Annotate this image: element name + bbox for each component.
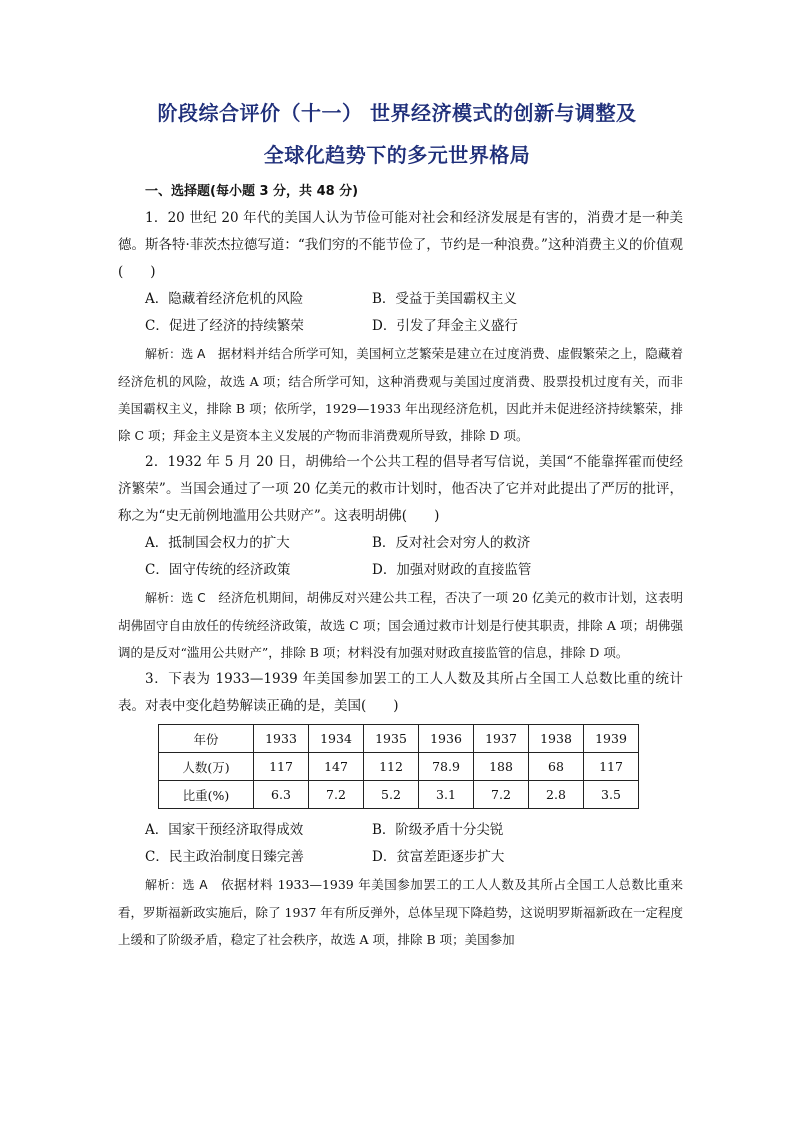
table-cell: 117 [254,753,309,781]
question-3-option-d: D．贫富差距逐步扩大 [372,849,505,865]
table-header-cell: 1938 [529,725,584,753]
question-3-stem: 3．下表为 1933—1939 年美国参加罢工的工人人数及其所占全国工人总数比重的统计表。对表中变化趋势解读正确的是，美国( ) [118,671,683,714]
question-2-explanation-text: 经济危机期间，胡佛反对兴建公共工程，否决了一项 20 亿美元的救市计划，这表明胡佛固守自由放任的传统经济政策，故选 C 项；国会通过救市计划是行使其职责，排除 A 项；胡佛强调的是反对“滥用公共财产”，排除 B 项；材料没有加强对财政直接监管的信息，排除 D 项。 [118,590,683,660]
question-3-option-a: A．国家干预经济取得成效 [145,822,304,838]
question-1-option-b: B．受益于美国霸权主义 [372,291,517,307]
table-header-cell: 1934 [309,725,364,753]
table-row [159,781,639,809]
table-cell: 5.2 [364,781,419,809]
question-2-options-row-1 [118,530,683,557]
table-cell: 比重(%) [159,781,254,809]
question-3-answer: 选 A [182,878,208,892]
table-header-cell: 1933 [254,725,309,753]
table-cell: 3.5 [584,781,639,809]
question-3-options-row-2 [118,844,683,871]
table-cell: 147 [309,753,364,781]
table-row [159,753,639,781]
table-cell: 78.9 [419,753,474,781]
question-2-option-a: A．抵制国会权力的扩大 [145,535,290,551]
table-header-cell: 1935 [364,725,419,753]
strike-statistics-table [158,724,639,809]
question-2-answer: 选 C [181,591,206,605]
table-cell: 3.1 [419,781,474,809]
question-3-options-row-1 [118,817,683,844]
question-2-option-c: C．固守传统的经济政策 [145,562,291,578]
explanation-label: 解析： [145,591,182,605]
question-2-explanation [118,584,683,666]
question-1-option-d: D．引发了拜金主义盛行 [372,318,518,334]
table-cell: 2.8 [529,781,584,809]
question-1-option-c: C．促进了经济的持续繁荣 [145,318,304,334]
document-title-line-1: 阶段综合评价（十一） 世界经济模式的创新与调整及 [157,101,637,125]
question-1-explanation [118,340,683,449]
table-header-cell: 1936 [419,725,474,753]
question-2-stem: 2．1932 年 5 月 20 日，胡佛给一个公共工程的倡导者写信说，美国“不能靠挥霍而使经济繁荣”。当国会通过了一项 20 亿美元的救市计划时，他否决了它并对此提出了严厉的批评，称之为“史无前例地滥用公共财产”。这表明胡佛( ) [118,454,683,524]
table-cell: 188 [474,753,529,781]
explanation-label: 解析： [145,347,182,361]
question-3-explanation [118,871,683,953]
question-2-options-row-2 [118,557,683,584]
question-1-answer: 选 A [181,347,206,361]
section-heading: 一、选择题(每小题 3 分，共 48 分) [145,184,359,199]
question-3-explanation-text: 依据材料 1933—1939 年美国参加罢工的工人人数及其所占全国工人总数比重来看，罗斯福新政实施后，除了 1937 年有所反弹外，总体呈现下降趋势，这说明罗斯福新政在一定程度上缓和了阶级矛盾，稳定了社会秩序，故选 A 项，排除 B 项；美国参加 [118,877,683,947]
question-1-options-row-1 [118,286,683,313]
explanation-label: 解析： [145,878,183,892]
table-cell: 6.3 [254,781,309,809]
table-header-cell: 年份 [159,725,254,753]
table-cell: 112 [364,753,419,781]
table-header-cell: 1939 [584,725,639,753]
document-body [118,178,683,953]
question-2-option-d: D．加强对财政的直接监管 [372,562,532,578]
question-1-options-row-2 [118,313,683,340]
table-cell: 人数(万) [159,753,254,781]
table-cell: 7.2 [474,781,529,809]
question-1-stem: 1．20 世纪 20 年代的美国人认为节俭可能对社会和经济发展是有害的，消费才是一种美德。斯各特·菲茨杰拉德写道：“我们穷的不能节俭了，节约是一种浪费。”这种消费主义的价值观( ) [118,210,683,280]
question-3-option-c: C．民主政治制度日臻完善 [145,849,304,865]
table-cell: 68 [529,753,584,781]
document-title-line-2: 全球化趋势下的多元世界格局 [263,143,531,167]
question-2-option-b: B．反对社会对穷人的救济 [372,535,531,551]
table-header-row [159,725,639,753]
table-cell: 7.2 [309,781,364,809]
question-1-explanation-text: 据材料并结合所学可知，美国柯立芝繁荣是建立在过度消费、虚假繁荣之上，隐藏着经济危机的风险，故选 A 项；结合所学可知，这种消费观与美国过度消费、股票投机过度有关，而非美国霸权主义，排除 B 项；依所学，1929—1933 年出现经济危机，因此并未促进经济持续繁荣，排除 C 项；拜金主义是资本主义发展的产物而非消费观所导致，排除 D 项。 [118,346,683,443]
question-3-option-b: B．阶级矛盾十分尖锐 [372,822,504,838]
table-cell: 117 [584,753,639,781]
question-1-option-a: A．隐藏着经济危机的风险 [145,291,304,307]
table-header-cell: 1937 [474,725,529,753]
